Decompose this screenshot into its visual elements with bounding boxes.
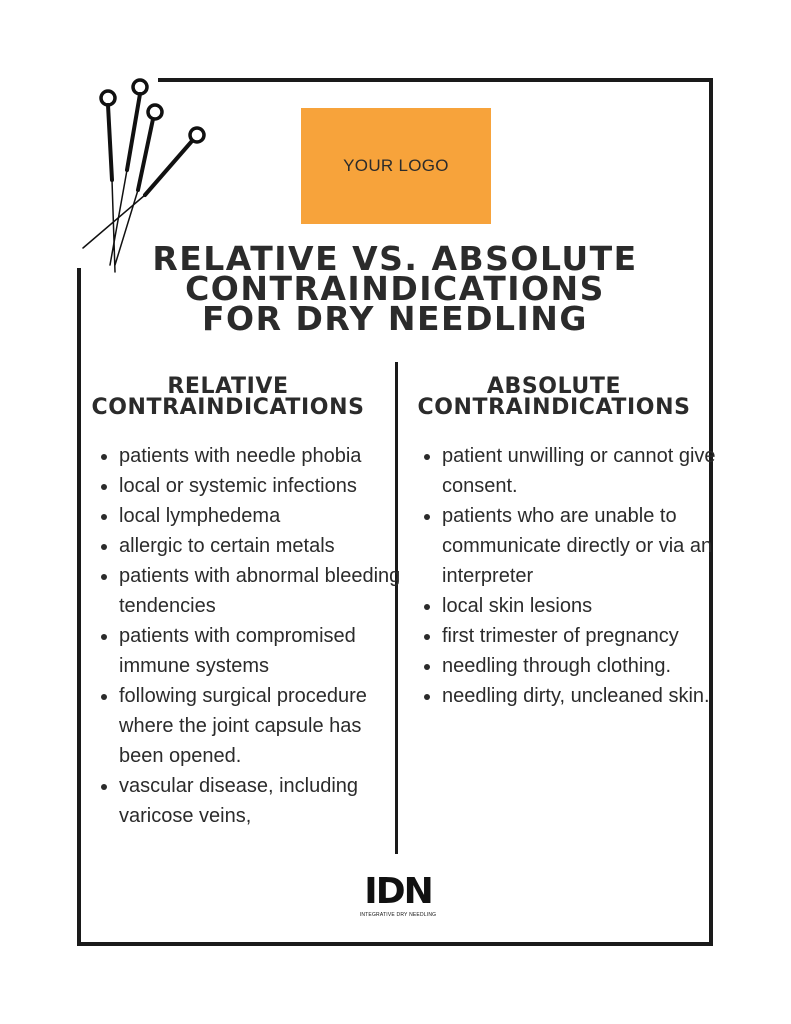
relative-heading-line-2: CONTRAINDICATIONS (91, 395, 365, 420)
absolute-heading (404, 376, 704, 418)
logo-placeholder-label: YOUR LOGO (343, 156, 449, 175)
frame-bottom-border (77, 942, 713, 946)
list-item: • patient unwilling or cannot give consent. (442, 441, 722, 501)
absolute-heading-line-2: CONTRAINDICATIONS (417, 395, 691, 420)
list-item: • needling through clothing. (442, 651, 722, 681)
list-item: • patients with compromised immune systems (119, 621, 409, 681)
title-line-1: RELATIVE VS. ABSOLUTE (152, 239, 638, 278)
relative-heading-line-1: RELATIVE (167, 374, 289, 399)
list-item: • first trimester of pregnancy (442, 621, 722, 651)
idn-logo-tagline: INTEGRATIVE DRY NEEDLING (359, 912, 437, 918)
list-item: • needling dirty, uncleaned skin. (442, 681, 722, 711)
title-line-3: FOR DRY NEEDLING (202, 299, 588, 338)
list-item: • patients with needle phobia (119, 441, 409, 471)
relative-list (97, 441, 409, 831)
logo-placeholder (301, 108, 491, 224)
list-item: • patients with abnormal bleeding tendencies (119, 561, 409, 621)
title-line-2: CONTRAINDICATIONS (185, 269, 605, 308)
relative-heading (78, 376, 378, 418)
idn-logo (359, 871, 437, 921)
frame-top-border (158, 78, 713, 82)
list-item: • allergic to certain metals (119, 531, 409, 561)
list-item: • local skin lesions (442, 591, 722, 621)
idn-logo-mark: IDN (364, 871, 432, 912)
frame-left-border (77, 268, 81, 946)
list-item: • local lymphedema (119, 501, 409, 531)
absolute-list (420, 441, 722, 711)
list-item: • vascular disease, including varicose veins, (119, 771, 409, 831)
list-item: • following surgical procedure where the joint capsule has been opened. (119, 681, 409, 771)
absolute-heading-line-1: ABSOLUTE (486, 374, 622, 399)
list-item: • local or systemic infections (119, 471, 409, 501)
list-item: • patients who are unable to communicate directly or via an interpreter (442, 501, 722, 591)
page-title (90, 239, 700, 338)
